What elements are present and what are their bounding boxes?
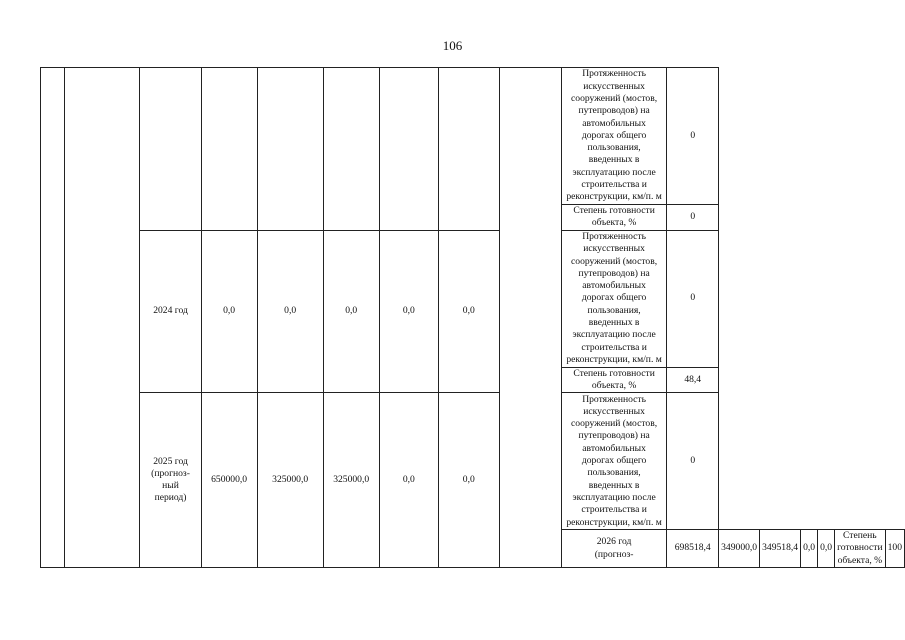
total-cell — [201, 68, 257, 231]
indicator-readiness-label: Степень готовности объекта, % — [561, 205, 666, 231]
year-cell: 2024 год — [140, 230, 201, 393]
year-cell: 2025 год (прогноз- ный период) — [140, 393, 201, 568]
year-cell — [140, 68, 201, 231]
indicator-length-label: Протяженность искусственных сооружений (мостов, путепроводов) на автомобильных дорогах общего пользования, введенных в эксплуатацию после строительства и реконструкции, км/п. м — [561, 68, 666, 205]
federal-budget-cell: 0,0 — [257, 230, 323, 393]
other-sources-cell: 0,0 — [438, 230, 499, 393]
indicator-length-value: 0 — [667, 230, 719, 367]
indicator-readiness-label: Степень готовности объекта, % — [561, 367, 666, 393]
regional-budget-cell — [323, 68, 379, 231]
total-cell: 698518,4 — [667, 530, 719, 568]
table-row — [41, 68, 905, 205]
total-cell: 650000,0 — [201, 393, 257, 568]
total-cell: 0,0 — [201, 230, 257, 393]
federal-budget-cell: 325000,0 — [257, 393, 323, 568]
indicator-length-label: Протяженность искусственных сооружений (мостов, путепроводов) на автомобильных дорогах общего пользования, введенных в эксплуатацию после строительства и реконструкции, км/п. м — [561, 230, 666, 367]
local-budget-cell: 0,0 — [801, 530, 818, 568]
page-number: 106 — [442, 38, 463, 53]
regional-budget-cell: 349518,4 — [760, 530, 801, 568]
other-sources-cell: 0,0 — [438, 393, 499, 568]
regional-budget-cell: 0,0 — [323, 230, 379, 393]
indicator-readiness-value: 0 — [667, 205, 719, 231]
regional-budget-cell: 325000,0 — [323, 393, 379, 568]
indicator-length-value: 0 — [667, 393, 719, 530]
table-row — [41, 230, 905, 367]
local-budget-cell: 0,0 — [379, 393, 438, 568]
year-cell: 2026 год (прогноз- — [561, 530, 666, 568]
other-sources-cell: 0,0 — [818, 530, 835, 568]
federal-budget-cell: 349000,0 — [719, 530, 760, 568]
indicator-readiness-value: 100 — [885, 530, 904, 568]
other-sources-cell — [438, 68, 499, 231]
executor-cell — [499, 68, 561, 568]
federal-budget-cell — [257, 68, 323, 231]
indicator-readiness-label: Степень готовности объекта, % — [835, 530, 886, 568]
table-row — [41, 393, 905, 530]
indicator-readiness-value: 48,4 — [667, 367, 719, 393]
event-name-cell — [65, 68, 140, 568]
local-budget-cell — [379, 68, 438, 231]
indicator-length-label: Протяженность искусственных сооружений (мостов, путепроводов) на автомобильных дорогах общего пользования, введенных в эксплуатацию после строительства и реконструкции, км/п. м — [561, 393, 666, 530]
data-table — [40, 67, 905, 568]
number-cell — [41, 68, 65, 568]
local-budget-cell: 0,0 — [379, 230, 438, 393]
indicator-length-value: 0 — [667, 68, 719, 205]
